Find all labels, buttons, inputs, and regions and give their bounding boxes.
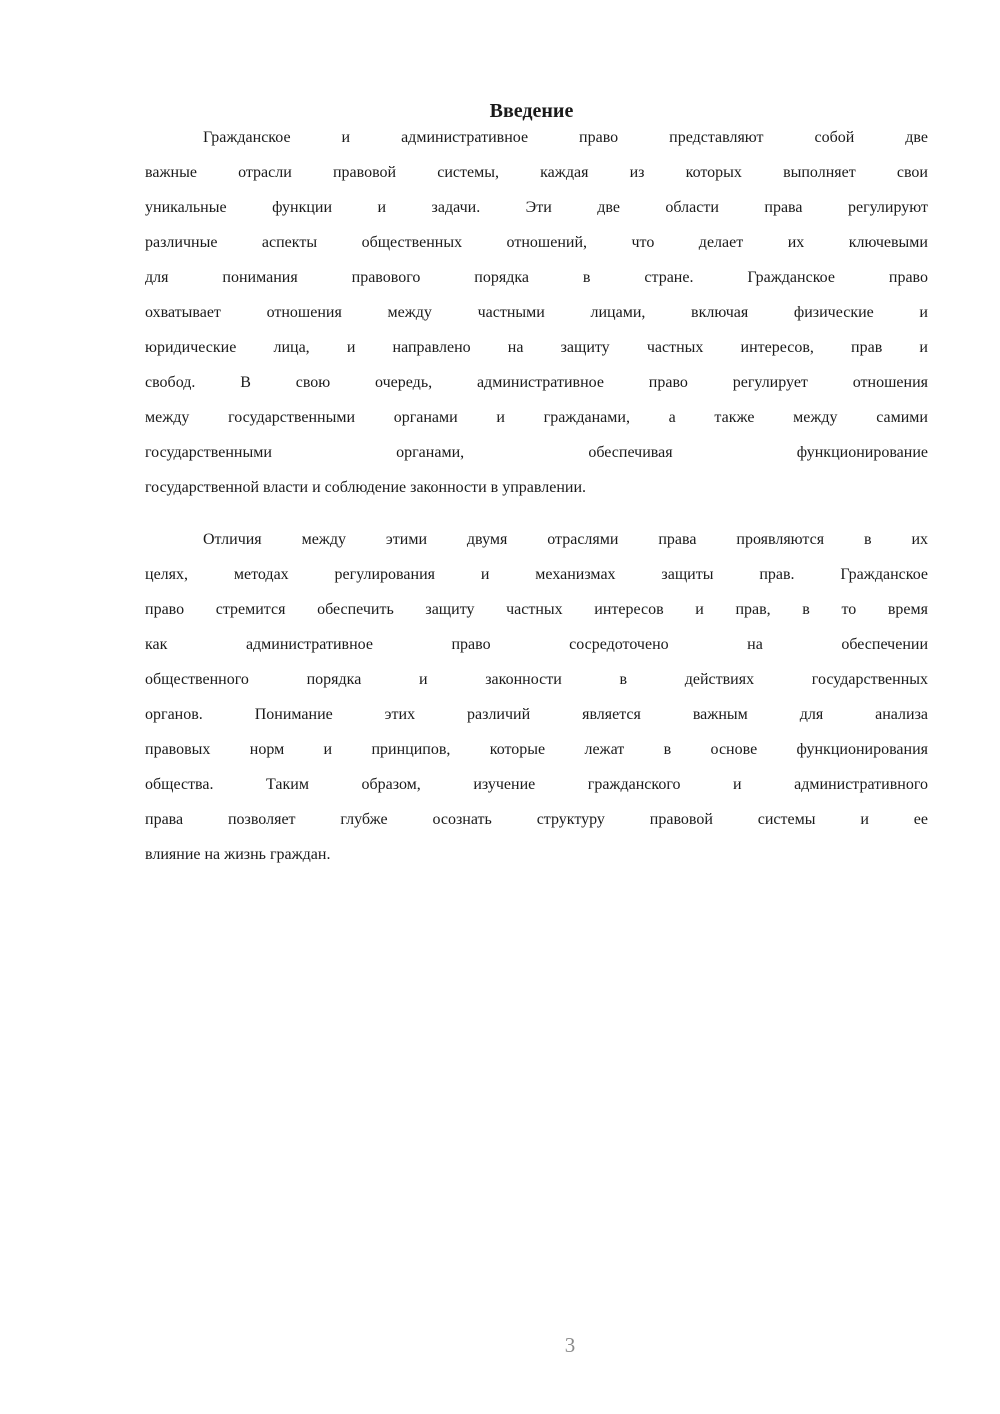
text-line: общественного порядка и законности в действиях государственных: [145, 671, 928, 688]
text-line: права позволяет глубже осознать структуру правовой системы и ее: [145, 811, 928, 828]
page-content: [145, 94, 928, 881]
text-line: уникальные функции и задачи. Эти две области права регулируют: [145, 199, 928, 216]
page-number: 3: [564, 1333, 576, 1357]
paragraph-1: [145, 129, 928, 514]
text-line: различные аспекты общественных отношений, что делает их ключевыми: [145, 234, 928, 251]
text-line: государственными органами, обеспечивая функционирование: [145, 444, 928, 461]
paragraph-2: [145, 531, 928, 881]
text-line: правовых норм и принципов, которые лежат в основе функционирования: [145, 741, 928, 758]
text-line: свобод. В свою очередь, административное право регулирует отношения: [145, 374, 928, 391]
section-title: Введение: [489, 100, 574, 122]
text-line: охватывает отношения между частными лицами, включая физические и: [145, 304, 928, 321]
text-line: юридические лица, и направлено на защиту частных интересов, прав и: [145, 339, 928, 356]
text-line: как административное право сосредоточено на обеспечении: [145, 636, 928, 653]
text-line: государственной власти и соблюдение законности в управлении.: [145, 479, 587, 496]
text-line: целях, методах регулирования и механизмах защиты прав. Гражданское: [145, 566, 928, 583]
text-line: влияние на жизнь граждан.: [145, 846, 331, 863]
text-line: право стремится обеспечить защиту частных интересов и прав, в то время: [145, 601, 928, 618]
text-line: Гражданское и административное право представляют собой две: [203, 129, 928, 146]
text-line: между государственными органами и гражданами, а также между самими: [145, 409, 928, 426]
text-line: Отличия между этими двумя отраслями права проявляются в их: [203, 531, 928, 548]
text-line: общества. Таким образом, изучение гражданского и административного: [145, 776, 928, 793]
text-line: органов. Понимание этих различий является важным для анализа: [145, 706, 928, 723]
text-line: для понимания правового порядка в стране. Гражданское право: [145, 269, 928, 286]
text-line: важные отрасли правовой системы, каждая из которых выполняет свои: [145, 164, 928, 181]
